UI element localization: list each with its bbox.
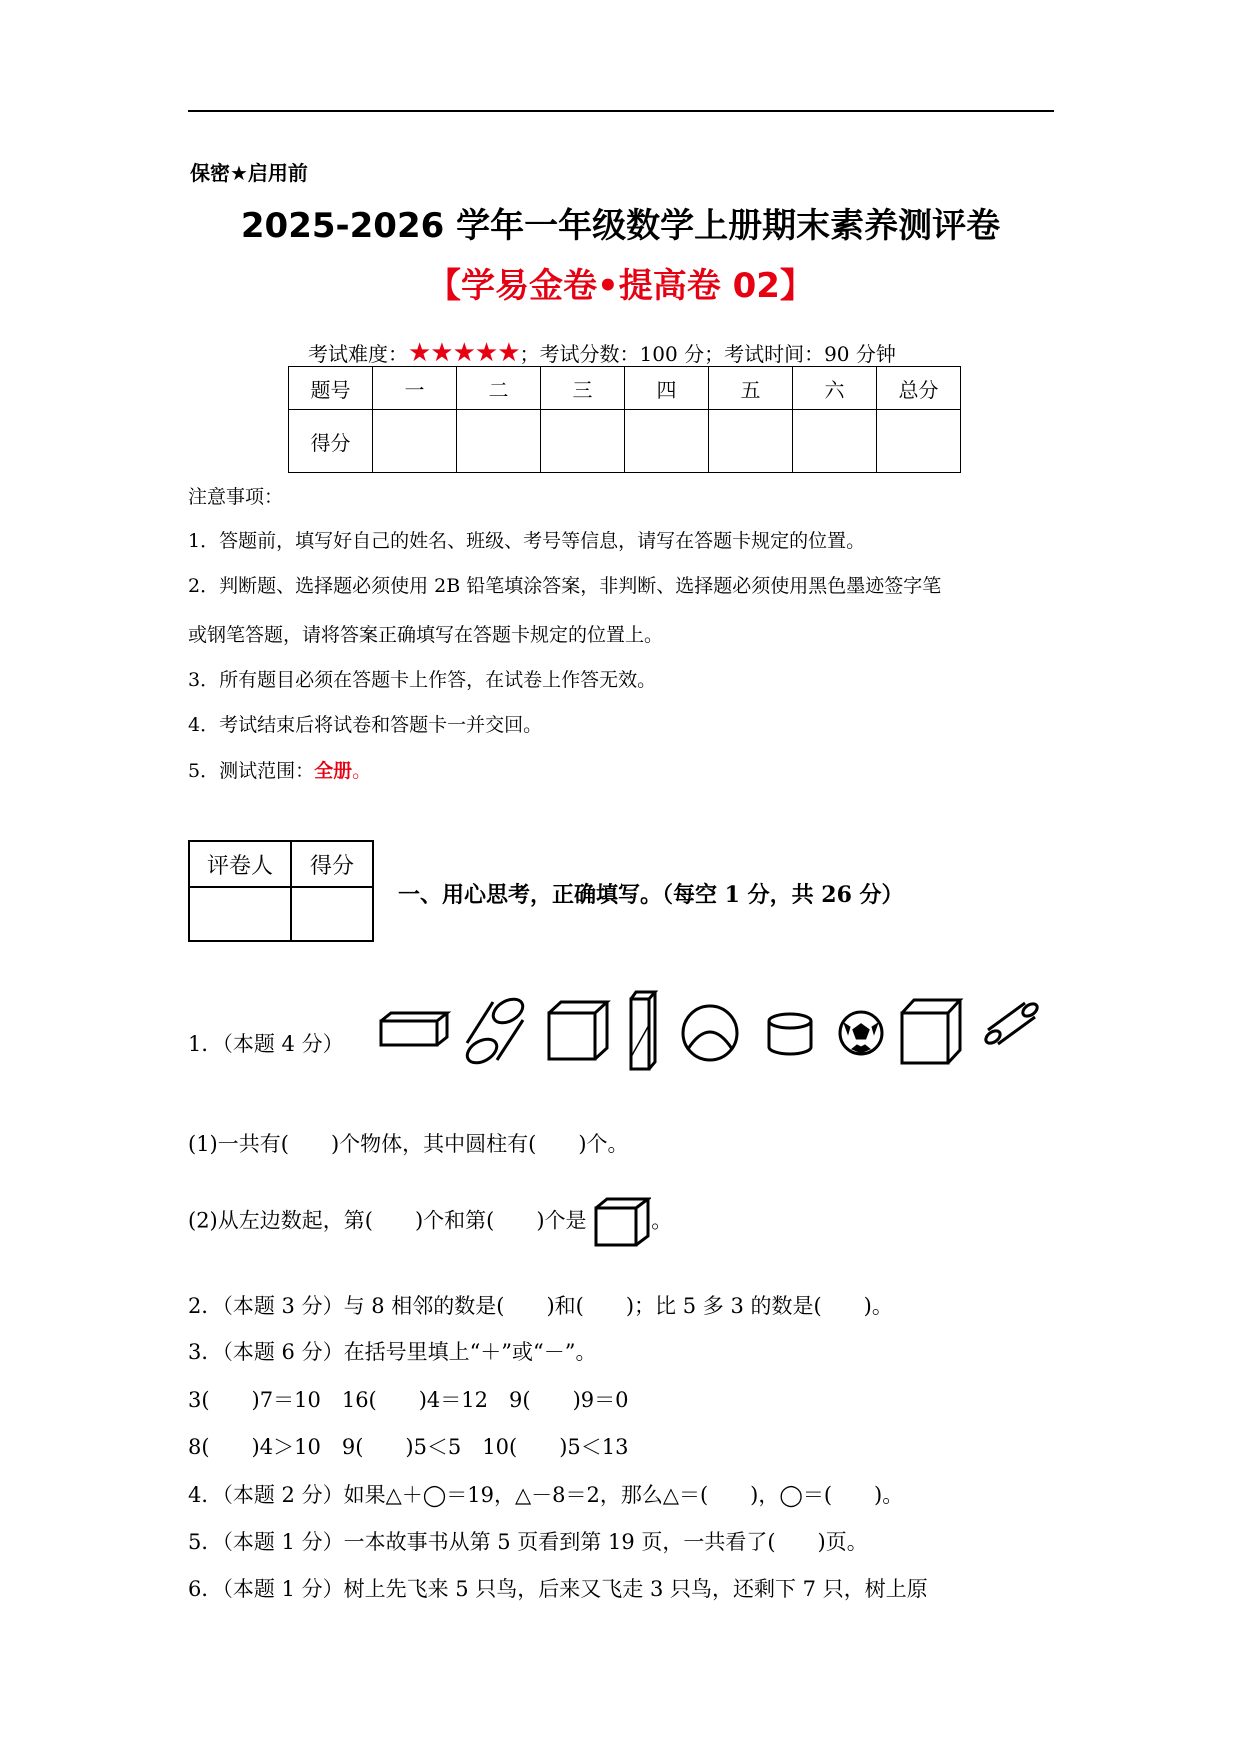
grader-score-entry-cell[interactable] (291, 887, 373, 941)
cube-icon (549, 1002, 607, 1059)
score-cell-header: 四 (625, 367, 709, 410)
score-cell-header: 二 (457, 367, 541, 410)
question-1-part-1: (1)一共有( )个物体，其中圆柱有( )个。 (188, 1132, 629, 1156)
ball-icon (683, 1006, 737, 1060)
question-1-label: 1．（本题 4 分） (188, 1032, 344, 1056)
note-item-2a: 2．判断题、选择题必须使用 2B 铅笔填涂答案，非判断、选择题必须使用黑色墨迹签字笔 (188, 575, 942, 597)
score-entry-cell[interactable] (793, 410, 877, 473)
notes-heading: 注意事项： (188, 486, 284, 508)
soccer-ball-icon (840, 1012, 882, 1054)
score-cell-header: 五 (709, 367, 793, 410)
score-cell-header: 总分 (877, 367, 961, 410)
note-item-5-prefix: 5．测试范围： (188, 760, 315, 782)
question-1-part-2-text: (2)从左边数起，第( )个和第( )个是 (188, 1208, 587, 1233)
cube-icon (593, 1196, 651, 1248)
score-entry-cell[interactable] (373, 410, 457, 473)
cylinder-icon (984, 1001, 1040, 1045)
question-3-row-1: 3( )7＝10 16( )4＝12 9( )9＝0 (188, 1388, 629, 1412)
note-item-5 (188, 756, 371, 783)
note-item-5-suffix: 。 (352, 760, 372, 782)
cylinder-icon (463, 994, 527, 1067)
score-entry-cell[interactable] (625, 410, 709, 473)
secret-label: 保密★启用前 (190, 161, 308, 185)
question-1-part-2-end: 。 (651, 1208, 673, 1233)
cube-icon (902, 1000, 960, 1063)
question-6: 6．（本题 1 分）树上先飞来 5 只鸟，后来又飞走 3 只鸟，还剩下 7 只，树上原 (188, 1577, 928, 1601)
grader-table (188, 840, 374, 942)
exam-info (308, 338, 896, 368)
grader-label: 评卷人 (189, 841, 291, 887)
score-entry-cell[interactable] (541, 410, 625, 473)
note-item-2b: 或钢笔答题，请将答案正确填写在答题卡规定的位置上。 (188, 624, 664, 646)
question-3-row-2: 8( )4＞10 9( )5＜5 10( )5＜13 (188, 1435, 629, 1459)
section-1-title: 一、用心思考，正确填写。（每空 1 分，共 26 分） (398, 882, 904, 908)
difficulty-stars: ★★★★★ (408, 338, 520, 368)
score-entry-cell[interactable] (709, 410, 793, 473)
solid-shapes-figure (378, 985, 1048, 1075)
score-entry-cell[interactable] (457, 410, 541, 473)
question-5: 5．（本题 1 分）一本故事书从第 5 页看到第 19 页，一共看了( )页。 (188, 1530, 868, 1554)
note-item-4: 4．考试结束后将试卷和答题卡一并交回。 (188, 714, 543, 736)
grader-entry-row (189, 887, 373, 941)
score-table-header-row (289, 367, 961, 410)
question-4: 4．（本题 2 分）如果△＋◯＝19，△－8＝2，那么△＝( )，◯＝( )。 (188, 1483, 904, 1507)
score-cell-header: 六 (793, 367, 877, 410)
score-cell-header: 一 (373, 367, 457, 410)
score-table-score-row (289, 410, 961, 473)
note-item-1: 1．答题前，填写好自己的姓名、班级、考号等信息，请写在答题卡规定的位置。 (188, 530, 866, 552)
question-3: 3．（本题 6 分）在括号里填上“＋”或“－”。 (188, 1340, 597, 1364)
score-cell-header: 三 (541, 367, 625, 410)
exam-title: 2025-2026 学年一年级数学上册期末素养测评卷 (240, 206, 1001, 246)
cylinder-icon (769, 1014, 811, 1054)
header-rule (188, 110, 1054, 112)
note-item-3: 3．所有题目必须在答题卡上作答，在试卷上作答无效。 (188, 669, 657, 691)
grader-score-label: 得分 (291, 841, 373, 887)
tall-cuboid-icon (631, 992, 655, 1069)
grader-entry-cell[interactable] (189, 887, 291, 941)
grader-header-row (189, 841, 373, 887)
exam-subtitle: 【学易金卷•提高卷 02】 (427, 266, 814, 306)
score-table (288, 366, 961, 473)
score-entry-cell[interactable] (877, 410, 961, 473)
question-2: 2．（本题 3 分）与 8 相邻的数是( )和( )；比 5 多 3 的数是( )。 (188, 1294, 893, 1318)
score-row-label: 得分 (289, 410, 373, 473)
difficulty-label: 考试难度： (308, 342, 408, 366)
test-scope-value: 全册 (314, 760, 353, 782)
score-cell-header: 题号 (289, 367, 373, 410)
question-1-part-2 (188, 1196, 672, 1248)
score-time-info: ；考试分数：100 分；考试时间：90 分钟 (519, 342, 896, 366)
cuboid-icon (381, 1013, 447, 1045)
